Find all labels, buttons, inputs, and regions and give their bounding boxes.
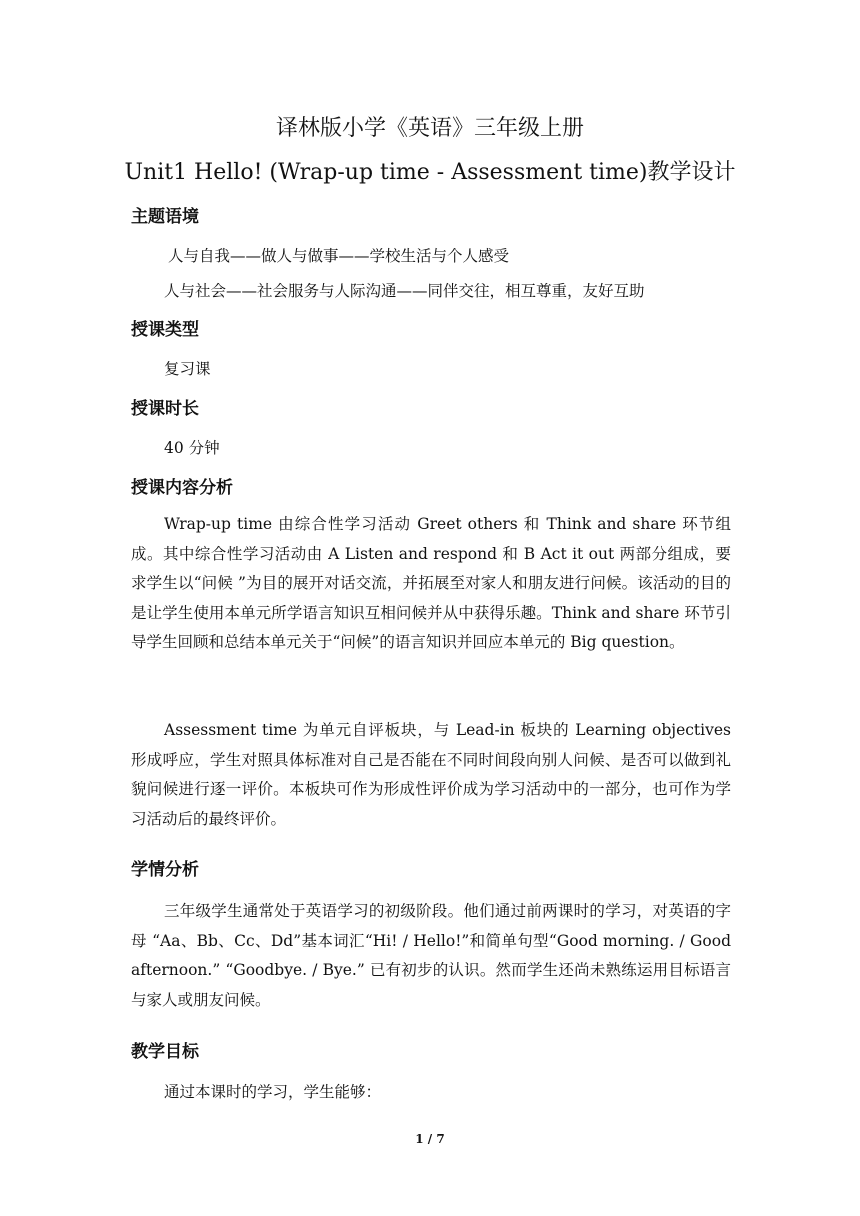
section-heading-objectives: 教学目标: [131, 1042, 199, 1062]
document-subtitle: Unit1 Hello! (Wrap-up time - Assessment time)教学设计: [124, 160, 736, 185]
objectives-text: 通过本课时的学习，学生能够：: [164, 1083, 382, 1101]
section-heading-learners: 学情分析: [131, 860, 199, 880]
section-heading-context: 主题语境: [131, 207, 199, 227]
document-title: 译林版小学《英语》三年级上册: [275, 116, 584, 141]
context-line-2: 人与社会——社会服务与人际沟通——同伴交往，相互尊重，友好互助: [164, 282, 645, 300]
section-heading-content: 授课内容分析: [131, 478, 233, 498]
page-number: 1 / 7: [415, 1132, 445, 1146]
duration-text: 40 分钟: [164, 439, 220, 457]
section-heading-type: 授课类型: [131, 320, 199, 340]
content-paragraph-2: Assessment time 为单元自评板块，与 Lead-in 板块的 Learning objectives 形成呼应，学生对照具体标准对自己是否能在不同时间段向别人问候、是否可以做到礼貌问候进行逐一评价。本板块可作为形成性评价成为学习活动中的一部分，也可作为学习活动后的最终评价。: [131, 721, 731, 828]
section-heading-duration: 授课时长: [131, 399, 199, 419]
context-line-1: 人与自我——做人与做事——学校生活与个人感受: [168, 247, 510, 265]
type-text: 复习课: [164, 360, 211, 378]
learners-paragraph: 三年级学生通常处于英语学习的初级阶段。他们通过前两课时的学习，对英语的字母 “Aa、Bb、Cc、Dd”基本词汇“Hi! / Hello!”和简单句型“Good morning. / Good afternoon.” “Goodbye. / Bye.” 已有初步的认识。然而学生还尚未熟练运用目标语言与家人或朋友问候。: [131, 902, 731, 1009]
content-paragraph-1: Wrap-up time 由综合性学习活动 Greet others 和 Think and share 环节组成。其中综合性学习活动由 A Listen and respond 和 B Act it out 两部分组成，要求学生以“问候 ”为目的展开对话交流，并拓展至对家人和朋友进行问候。该活动的目的是让学生使用本单元所学语言知识互相问候并从中获得乐趣。Think and share 环节引导学生回顾和总结本单元关于“问候”的语言知识并回应本单元的 Big question。: [131, 515, 731, 651]
